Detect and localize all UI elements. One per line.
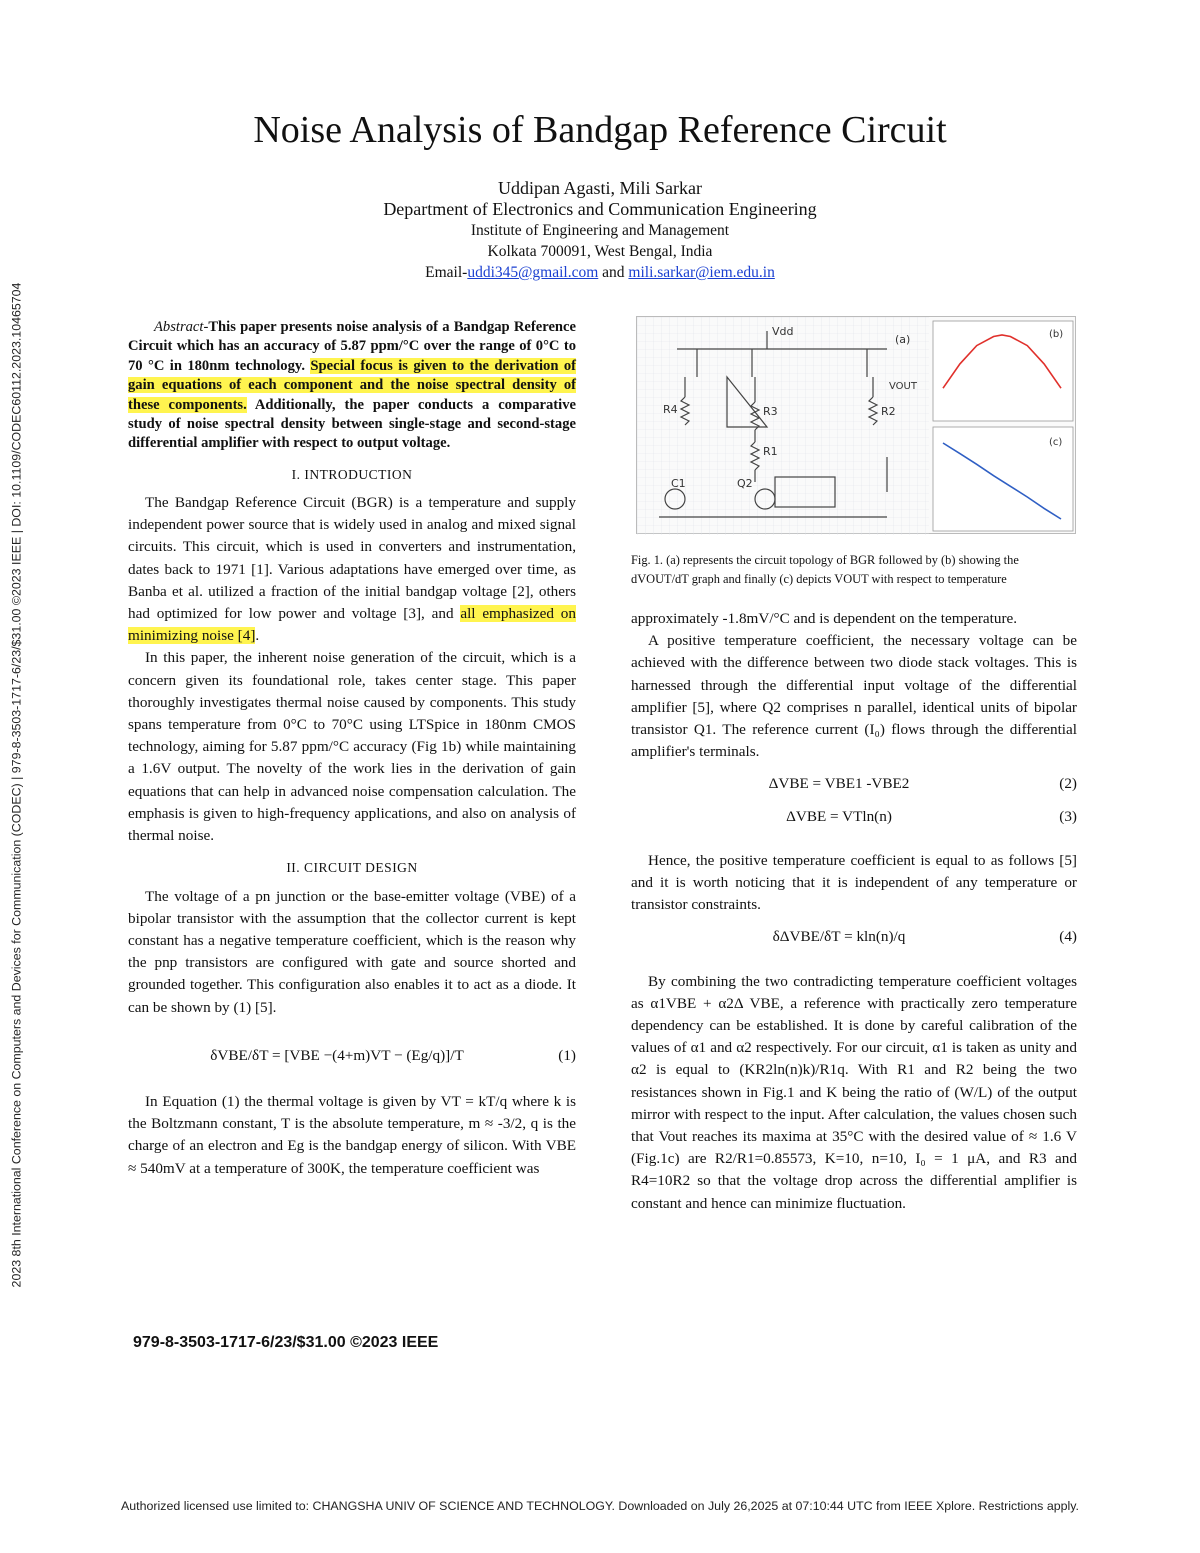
label-r1: R1: [763, 445, 778, 458]
schematic-grid: [637, 317, 929, 535]
right-paragraph-1: approximately -1.8mV/°C and is dependent on the temperature.: [631, 610, 1018, 627]
label-r4: R4: [663, 403, 678, 416]
side-doi-strip: [2, 190, 30, 1380]
equation-1: [128, 1045, 576, 1067]
equation-2-body: ΔVBE = VBE1 -VBE2: [768, 775, 910, 793]
author-block: [0, 178, 1200, 283]
abstract-highlight: Special focus is given to the derivation of gain equations of each component and the noise spectral density of these components.: [128, 357, 576, 413]
abstract-label: Abstract-: [154, 319, 209, 335]
equation-1-number: (1): [558, 1046, 576, 1064]
author-city: Kolkata 700091, West Bengal, India: [487, 243, 713, 260]
side-doi-text: 2023 8th International Conference on Computers and Devices for Communication (CODEC) | 979-8-3503-1717-6/23/$31.00 ©2023 IEEE | DOI: 10.1109/CODEC60112.2023.10465704: [9, 282, 23, 1288]
email-and: and: [598, 264, 629, 281]
figure-1: [636, 316, 1076, 534]
equation-4-number: (4): [1059, 928, 1077, 946]
author-dept: Department of Electronics and Communication Engineering: [383, 199, 817, 219]
author-names: Uddipan Agasti, Mili Sarkar: [498, 178, 702, 198]
label-vout: VOUT: [889, 381, 917, 392]
label-b: (b): [1049, 329, 1064, 340]
left-column: [128, 318, 576, 1180]
label-vdd: Vdd: [772, 325, 794, 338]
label-c: (c): [1049, 437, 1063, 448]
author-email-line: [0, 262, 1200, 283]
label-r3: R3: [763, 405, 778, 418]
email-link-2[interactable]: mili.sarkar@iem.edu.in: [628, 264, 775, 281]
right-paragraph-4: By combining the two contradicting temperature coefficient voltages as α1VBE + α2Δ VBE, a reference with practically zero temperature dependency can be established. It is done by careful calibration of the values of α1 and α2 respectively. For our circuit, α1 is taken as unity and α2 is equal to (KR2ln(n)k)/R1q. With R1 and R2 being the two resistances shown in Fig.1 and K being the ratio of (W/L) of the output mirror with respect to the input. After calculation, the values chosen such that Vout reaches its maxima at 35°C with the desired value of ≈ 1.6 V (Fig.1c) are R2/R1=0.85573, K=10, n=10, I₀ = 1 μA, and R3 and R4=10R2 so that the voltage drop across the differential amplifier is constant and hence can minimize fluctuation.: [631, 972, 1077, 1212]
figure-1-caption: Fig. 1. (a) represents the circuit topology of BGR followed by (b) showing the dVOUT/dT graph and finally (c) depicts VOUT with respect to temperature: [631, 553, 1019, 586]
author-institute: Institute of Engineering and Management: [470, 222, 730, 239]
abstract: [128, 318, 576, 454]
label-r2: R2: [881, 405, 896, 418]
email-label: Email-: [425, 264, 468, 281]
equation-3-number: (3): [1059, 807, 1077, 825]
intro-paragraph-2: In this paper, the inherent noise generation of the circuit, which is a concern given its foundational role, takes center stage. This paper thoroughly investigates thermal noise caused by components. This study spans temperature from 0°C to 70°C using LTSpice in 180nm CMOS technology, aiming for 5.87 ppm/°C accuracy (Fig 1b) while maintaining a 1.6V output. The novelty of the work lies in the derivation of gain equations that can help in advanced noise compensation calculation. The emphasis is given to high-frequency applications, and also on analysis of thermal noise.: [128, 649, 576, 845]
copyright-line: 979-8-3503-1717-6/23/$31.00 ©2023 IEEE: [133, 1334, 439, 1351]
right-paragraph-3: Hence, the positive temperature coefficient is equal to as follows [5] and it is worth noticing that it is independent of any temperature or transistor constraints.: [631, 851, 1077, 914]
label-q1: C1: [671, 477, 686, 490]
intro-p1-text: The Bandgap Reference Circuit (BGR) is a temperature and supply independent power source that is widely used in analog and mixed signal circuits. This circuit, which is used in converters and instrumentation, dates back to 1971 [1]. Various adaptations have emerged over time, as Banba et al. utilized a fraction of the initial bandgap voltage [2], others had optimized for low power and voltage [3], and: [128, 494, 576, 623]
circuit-paragraph-1: The voltage of a pn junction or the base-emitter voltage (VBE) of a bipolar transistor with the assumption that the collector current is kept constant has a negative temperature coefficient, which is the reason why the pnp transistors are configured with gate and source shorted and grounded together. This configuration also enables it to act as a diode. It can be shown by (1) [5].: [128, 887, 576, 1016]
equation-2-number: (2): [1059, 775, 1077, 793]
equation-2: [631, 773, 1077, 795]
equation-4: [631, 926, 1077, 948]
intro-paragraph-1: [128, 492, 576, 647]
footer-license: Authorized licensed use limited to: CHANGSHA UNIV OF SCIENCE AND TECHNOLOGY. Downloaded on July 26,2025 at 07:10:44 UTC from IEEE Xplore. Restrictions apply.: [121, 1499, 1079, 1513]
circuit-paragraph-2: In Equation (1) the thermal voltage is given by VT = kT/q where k is the Boltzmann constant, T is the absolute temperature, m ≈ -3/2, q is the charge of an electron and Eg is the bandgap energy of silicon. With VBE ≈ 540mV at a temperature of 300K, the temperature coefficient was: [128, 1092, 576, 1177]
equation-3: [631, 806, 1077, 828]
abstract-part2: Additionally, the paper conducts a comparative study of noise spectral density between single-stage and second-stage differential amplifier with respect to output voltage.: [128, 396, 576, 452]
section-intro-heading: I. INTRODUCTION: [291, 466, 413, 482]
equation-4-body: δΔVBE/δT = kln(n)/q: [772, 928, 906, 946]
equation-1-body: δVBE/δT = [VBE −(4+m)VT − (Eg/q)]/T: [210, 1046, 464, 1064]
label-q2: Q2: [737, 477, 753, 490]
intro-p1-end: .: [255, 627, 260, 645]
figure-1-graphic: [637, 317, 1077, 535]
right-column: [631, 608, 1077, 1215]
label-a: (a): [895, 333, 911, 346]
intro-p1-highlight: all emphasized on minimizing noise [4]: [128, 605, 576, 645]
abstract-part1: This paper presents noise analysis of a Bandgap Reference Circuit which has an accuracy of 5.87 ppm/°C over the range of 0°C to 70 °C in 180nm technology.: [128, 319, 576, 374]
right-paragraph-2: A positive temperature coefficient, the necessary voltage can be achieved with the difference between two diode stack voltages. This is harnessed through the differential input voltage of the differential amplifier [5], where Q2 comprises n parallel, identical units of bipolar transistor Q1. The reference current (I₀) flows through the differential amplifier's terminals.: [631, 632, 1077, 761]
equation-3-body: ΔVBE = VTln(n): [786, 807, 892, 825]
email-link-1[interactable]: uddi345@gmail.com: [467, 264, 599, 281]
section-circuit-heading: II. CIRCUIT DESIGN: [286, 860, 418, 876]
paper-title: Noise Analysis of Bandgap Reference Circuit: [253, 109, 947, 151]
